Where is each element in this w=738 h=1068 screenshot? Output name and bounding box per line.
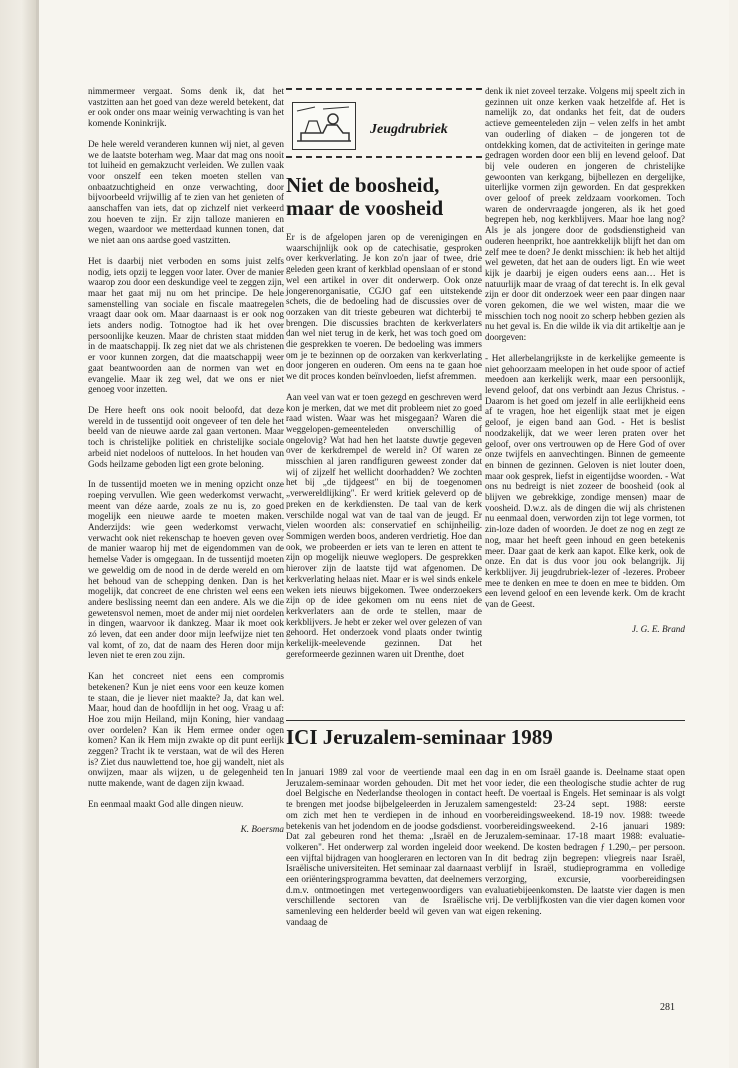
seminar-headline: ICI Jeruzalem-seminaar 1989 [286, 725, 553, 749]
paragraph: In de tussentijd moeten we in mening opzicht onze roeping vervullen. Wie geen wederkomst verwacht, meent van déze aarde, zoals ze nu is, zo goed mogelijk een nieuwe aarde te moeten maken. Anderzijds: wie geen wederkomst verwacht, verwacht ook niet rekenschap te hoeven geven over de manier waarop hij met de eigendommen van de hemelse Vader is omgegaan. In de tussentijd moeten we geweldig om de nood in de derde wereld en om het behoud van de schepping denken. Dan is het mogelijk, dat concreet de ene christen wel eens een andere beslissing neemt dan een andere. Als we die gewetensvol nemen, moet de ander mij niet oordelen in dingen, waarvoor ik dankzeg. Maar ik moet ook zó leven, dat een ander door mijn leefwijze niet ten val komt, of zo, dat de naam des Heren door mijn leven niet te eren zou zijn. [88, 479, 284, 661]
seminar-left-column [286, 767, 482, 938]
paragraph: denk ik niet zoveel terzake. Volgens mij speelt zich in gezinnen uit onze kerken vaak hetzelfde af. Het is namelijk zo, dat ondanks het feit, dat de ouders actieve gemeenteleden zijn – velen zelfs in het ambt van ouderling of diaken – de jongeren tot de ontdekking komen, dat de activiteiten in geringe mate gedragen worden door een blij en levend geloof. Dat bij vele ouderen en jongeren de christelijke gewoonten van kerkgang, bijbellezen en dergelijke, uiterlijke vormen zijn geworden. En dat gesprekken over geloof of preek zeldzaam voorkomen. Toch waren de ondervraagde jongeren, als ik het goed begrepen heb, nog kerkblijvers. Maar hoe lang nog? Als je als jongere door de godsdienstigheid van ouderen heenprikt, hoe aantrekkelijk blijft het dan om zelf mee te doen? Je denkt misschien: ik heb het altijd wel geweten, dat het aan de ouders ligt. En wie weet kijk je daarbij je eigen ouders eens aan… Het is natuurlijk maar de vraag of dat terecht is. In elk geval zijn er door dit onderzoek weer een paar dingen naar voren gekomen, die we wel wisten, maar die we misschien toch nog nooit zo scherp hebben gezien als nu het geval is. En die wilde ik via dit artikeltje aan je doorgeven: [485, 86, 685, 343]
paragraph: dag in en om Israël gaande is. Deelname staat open voor ieder, die een theologische studie achter de rug heeft. De voertaal is Engels. Het seminaar is als volgt samengesteld: 23-24 sept. 1988: eerste voorbereidingsweekend. 18-19 nov. 1988: tweede voorbereidingsweekend. 2-16 januari 1989: Jeruzalem-seminaar. 17-18 maart 1988: evaluatie-weekend. De kosten bedragen ƒ 1.290,– per persoon. In dit bedrag zijn begrepen: vliegreis naar Israël, verblijf in Israël, studieprogramma en volledige verzorging, excursie, voorbereidingsen evaluatiebijeenkomsten. De laatste vier dagen is men vrij. De verblijfkosten van die vier dagen komen voor eigen rekening. [485, 767, 685, 917]
paragraph: Kan het concreet niet eens een compromis betekenen? Kun je niet eens voor een keuze komen te staan, die je liever niet maakte? Ja, dat kan wel. Maar, houd dan de hoofdlijn in het oog. Vraag u af: Hoe zou mijn Heiland, mijn Koning, hier vandaag over oordelen? Kan ik Hem ermee onder ogen komen? Kan ik Hem mijn zwakte op dit punt eerlijk zeggen? Tracht ik te verstaan, wat de wil des Heren is? Ziet dus nauwlettend toe, hoe gij wandelt, niet als onwijzen, maar als wijzen, u de gelegenheid ten nutte makende, want de dagen zijn kwaad. [88, 671, 284, 789]
rubric-header [286, 88, 482, 158]
dashed-divider [286, 156, 482, 158]
article-headline: Niet de boosheid, maar de voosheid [286, 173, 444, 220]
paragraph: De hele wereld veranderen kunnen wij niet, al geven we de laatste boterham weg. Maar dat mag ons nooit tot luiheid en gemakzucht verleiden. We zullen vaak voor onszelf een teken moeten stellen van onbaatzuchtigheid en onze verwachting, door bijvoorbeeld vrijwillig af te zien van het genieten of aanschaffen van iets, dat op zichzelf niet verkeerd zou hoeven te zijn. Er zijn talloze manieren en wegen, waardoor we metterdaad kunnen tonen, dat we niet aan ons aardse goed vastzitten. [88, 138, 284, 246]
author-signature: K. Boersma [240, 823, 284, 834]
paragraph: Aan veel van wat er toen gezegd en geschreven werd kon je merken, dat we met dit probleem niet zo goed raad wisten. Waar was het misgegaan? Waren die weggelopen-gemeenteleden onverschillig of ongelovig? Wat had hen het laatste duwtje gegeven over de kerkdrempel de wereld in? Of waren ze misschien al jaren randfiguren geweest zonder dat wij of zijzelf het wellicht doorhadden? We zochten het bij „de tijdgeest" en bij de toegenomen „verwereldlijking". Er werd kritiek geleverd op de preken en de kerkdiensten. De taal van de kerk verschilde nogal wat van de taal van de jeugd. Er vielen woorden als: conservatief en schijnheilig. Sommigen werden boos, anderen verdrietig. Hoe dan ook, we probeerden er iets van te leren en attent te zijn op mogelijk nieuwe weglopers. De gesprekken hierover zijn de laatste tijd wat afgenomen. De kerkverlating helaas niet. Maar er is wel sinds enkele weken iets nieuws bijgekomen. Twee onderzoekers zijn op de idee gekomen om nu eens niet de kerkverlaters aan de orde te stellen, maar de kerkblijvers. Je hebt er zeker wel over gelezen of van gehoord. Het onderzoek vond plaats onder twintig kerkelijk-meelevende gezinnen. Dat het gereformeerde gezinnen waren uit Drenthe, doet [286, 391, 482, 659]
seminar-right-column [485, 767, 685, 927]
page-number: 281 [660, 1002, 675, 1013]
author-signature: J. G. E. Brand [631, 623, 685, 634]
page-gutter [0, 0, 36, 1068]
paragraph: In januari 1989 zal voor de veertiende maal een Jeruzalem-seminaar worden gehouden. Dit met het doel Belgische en Nederlandse theologen in contact te brengen met joodse bijbelgeleerden in Jeruzalem om zich met hen te verdiepen in de inhoud en betekenis van het jodendom en de joodse godsdienst. Dat zal gebeuren rond het thema: „Israël en de volkeren". Het onderwerp zal worden ingeleid door een vijftal bijdragen van hoogleraren en lectoren van Israëlische universiteiten. Het seminaar zal daarnaast een oriënteringsprogramma bevatten, dat deelnemers d.m.v. ontmoetingen met vertegenwoordigers van verschillende sectoren van de Israëlische samenleving een helderder beeld wil geven van wat vandaag de [286, 767, 482, 927]
paragraph: De Here heeft ons ook nooit beloofd, dat deze wereld in de tussentijd ooit ongeveer of ten dele het beeld van de nieuwe aarde zal gaan vertonen. Maar toch is christelijke politiek en christelijke sociale arbeid niet nodeloos of nutteloos. In het houden van Gods heilzame geboden ligt een grote beloning. [88, 404, 284, 469]
right-column [485, 86, 685, 634]
paragraph: Het is daarbij niet verboden en soms juist zelfs nodig, iets opzij te leggen voor later. Over de manier waarop zou door een deskundige veel te zeggen zijn, maar het gaat mij nu om het principe. De hele samenstelling van sociale en fiscale maatregelen vraagt daar ook om. Maar daarnaast is er ook nog iets anders nodig. Totnogtoe had ik het over persoonlijke keuzen. Maar de christen staat midden in de maatschappij. Ik zeg niet dat we als christenen er voor kunnen zorgen, dat die maatschappij weer gaat beantwoorden aan de normen van wet en evangelie. Maar ik zeg wel, dat we ons er niet genoeg voor inzetten. [88, 255, 284, 395]
paragraph: nimmermeer vergaat. Soms denk ik, dat het vastzitten aan het goed van deze wereld betekent, dat er ook onder ons maar weinig verwachting is van het komende Koninkrijk. [88, 86, 284, 129]
section-divider [286, 720, 685, 721]
dashed-divider [286, 88, 482, 90]
paragraph: - Het allerbelangrijkste in de kerkelijke gemeente is niet gehoorzaam meelopen in het oude spoor of actief meedoen aan kerkelijk werk, maar een persoonlijk, levend geloof, dat ons verbindt aan Jezus Christus. - Daarom is het goed om jezelf in alle eerlijkheid eens af te vragen, hoe het eigenlijk staat met je eigen geloof, je eigen band aan God. - Het is beslist noodzakelijk, dat we weer leren praten over het geloof, over ons vertrouwen op de Here God of over onze twijfels en aanvechtingen. Binnen de gemeente en binnen de gezinnen. Geloven is niet louter doen, maar ook gesprek, liefst in eigentijdse woorden. - Wat ons nu bedreigt is niet zozeer de boosheid (ook al blijven we gebrekkige, zondige mensen) maar de voosheid. D.w.z. als de dingen die wij als christenen nu eenmaal doen, verworden zijn tot lege vormen, tot zin-loze daden of woorden. Je doet ze nog en zegt ze nog, maar het heeft geen inhoud en geen betekenis meer. Daar gaat de kerk aan kapot. Elke kerk, ook de onze. En dat is dus voor jou ook belangrijk. Jij kerkblijver. Jij jeugdrubriek-lezer of -lezeres. Probeer mee te denken en mee te doen en mee te bidden. Om een levend geloof en een levende kerk. Om de kracht van de Geest. [485, 352, 685, 610]
left-column [88, 86, 284, 834]
paragraph: Er is de afgelopen jaren op de verenigingen en waarschijnlijk ook op de catechisatie, gesproken over kerkverlating. Je kon zo'n jaar of twee, drie geleden geen krant of kerkblad openslaan of er stond wel een artikel in over dit onderwerp. Ook onze jongerenorganisatie, CGJO gaf een uitstekende schets, die de bedoeling had de discussies over de oorzaken van dit trieste gebeuren wat dichterbij te brengen. Die discussies brachten de kerkverlaters dan wel niet terug in de kerk, het was toch goed om die gesprekken te voeren. De bedoeling was immers om je te bezinnen op de oorzaken van kerkverlating door jongeren en ouderen. Om eens na te gaan hoe we dit proces konden beïnvloeden, liefst afremmen. [286, 232, 482, 382]
middle-column [286, 232, 482, 669]
paragraph: En eenmaal maakt God alle dingen nieuw. [88, 798, 244, 809]
sleeping-figure-illustration [292, 102, 356, 150]
rubric-label: Jeugdrubriek [370, 122, 448, 137]
